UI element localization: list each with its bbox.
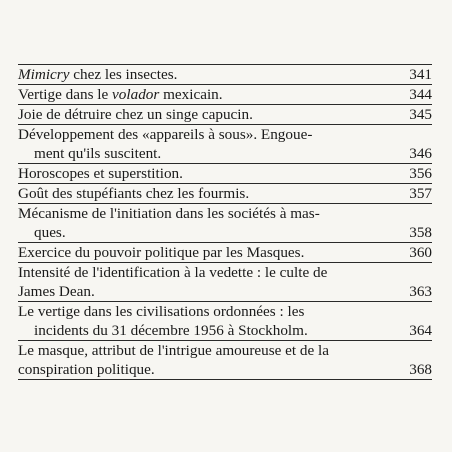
- toc-page-number: 358: [409, 224, 432, 241]
- toc-entry-text: Goût des stupéfiants chez les fourmis.: [18, 185, 250, 202]
- toc-entry-continuation: ment qu'ils suscitent.: [34, 145, 162, 162]
- toc-page-number: 363: [409, 283, 432, 300]
- toc-entry-italic: Mimicry: [18, 66, 70, 83]
- toc-entry: [18, 64, 432, 84]
- toc-entry-text: Le vertige dans les civilisations ordonnées : les incidents du 31 décembre 1956 à Stockholm.: [18, 302, 398, 340]
- table-of-contents: [18, 64, 432, 380]
- toc-entry-text: Vertige dans le volador mexicain.: [18, 86, 223, 103]
- toc-entry-text: Mécanisme de l'initiation dans les sociétés à mas- ques.: [18, 204, 398, 242]
- toc-page-number: 356: [409, 165, 432, 182]
- toc-page-number: 341: [409, 66, 432, 83]
- toc-entry-text: Joie de détruire chez un singe capucin.: [18, 106, 253, 123]
- toc-entry: [18, 242, 432, 262]
- toc-page-number: 346: [409, 145, 432, 162]
- toc-page-number: 360: [409, 244, 432, 261]
- toc-entry: [18, 183, 432, 203]
- toc-page-number: 368: [409, 361, 432, 378]
- toc-entry: [18, 124, 432, 163]
- toc-page-number: 344: [409, 86, 432, 103]
- toc-entry: [18, 104, 432, 124]
- toc-entry: [18, 163, 432, 183]
- toc-entry: [18, 203, 432, 242]
- toc-entry-continuation: incidents du 31 décembre 1956 à Stockholm.: [34, 322, 308, 339]
- toc-page-number: 364: [409, 322, 432, 339]
- toc-entry: [18, 340, 432, 380]
- toc-entry-continuation: conspiration politique.: [18, 361, 155, 378]
- toc-entry: [18, 84, 432, 104]
- toc-page-number: 345: [409, 106, 432, 123]
- toc-entry-text: Horoscopes et superstition.: [18, 165, 183, 182]
- toc-page-number: 357: [409, 185, 432, 202]
- toc-entry: [18, 262, 432, 301]
- toc-entry-text: Exercice du pouvoir politique par les Masques.: [18, 244, 305, 261]
- toc-entry-text: Développement des «appareils à sous». Engoue- ment qu'ils suscitent.: [18, 125, 398, 163]
- toc-entry-text: Le masque, attribut de l'intrigue amoureuse et de la conspiration politique.: [18, 341, 398, 379]
- toc-entry-italic: volador: [112, 86, 160, 103]
- toc-entry-text: Intensité de l'identification à la vedette : le culte de James Dean.: [18, 263, 398, 301]
- toc-entry: [18, 301, 432, 340]
- toc-entry-continuation: ques.: [34, 224, 66, 241]
- toc-entry-text: Mimicry chez les insectes.: [18, 66, 178, 83]
- toc-entry-continuation: James Dean.: [18, 283, 95, 300]
